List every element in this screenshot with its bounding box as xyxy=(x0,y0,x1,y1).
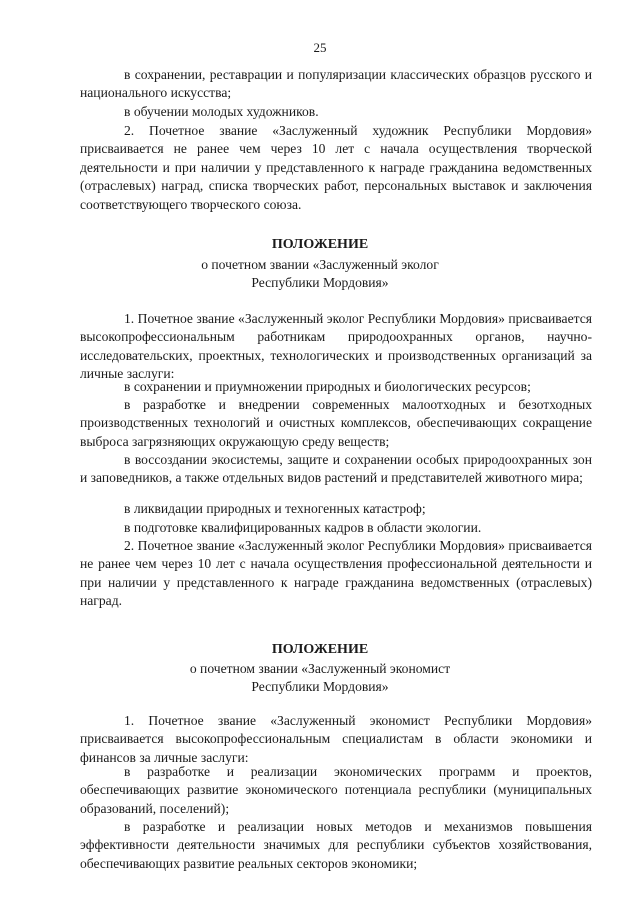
economist-paragraph-3: в разработке и реализации новых методов и механизмов повышения эффективности деятельности значимых для республики субъектов хозяйствования, обеспечивающих развитие реальных секторов экономики; xyxy=(80,819,592,871)
economist-paragraph-2: в разработке и реализации экономических программ и проектов, обеспечивающих развитие экономического потенциала республики (муниципальных образований, поселений); xyxy=(80,764,592,816)
intro-paragraph-1: в сохранении, реставрации и популяризации классических образцов русского и национального искусства; xyxy=(80,67,592,101)
ecologist-paragraph-4: в воссоздании экосистемы, защите и сохранении особых природоохранных зон и заповедников, а также отдельных видов растений и представителей животного мира; xyxy=(80,452,592,486)
ecologist-paragraph-5: в ликвидации природных и техногенных катастроф; xyxy=(124,501,426,516)
section-economist-subheading-2: Республики Мордовия» xyxy=(251,679,389,694)
intro-paragraph-3: 2. Почетное звание «Заслуженный художник Республики Мордовия» присваивается не ранее чем через 10 лет с начала осуществления творческой деятельности и при наличии у представленного к награде гражданина ведомственных (отраслевых) наград, списка творческих работ, персональных выставок и заключения соответствующего творческого союза. xyxy=(80,123,592,212)
section-ecologist-subheading-2: Республики Мордовия» xyxy=(251,275,389,290)
ecologist-paragraph-6: в подготовке квалифицированных кадров в области экологии. xyxy=(124,520,482,535)
ecologist-paragraph-1: 1. Почетное звание «Заслуженный эколог Республики Мордовия» присваивается высокопрофессиональным работникам природоохранных органов, научно-исследовательских, проектных, технологических и производственных организаций за личные заслуги: xyxy=(80,311,592,382)
ecologist-paragraph-7: 2. Почетное звание «Заслуженный эколог Республики Мордовия» присваивается не ранее чем через 10 лет с начала осуществления профессиональной деятельности и при наличии у представленного к награде гражданина ведомственных (отраслевых) наград. xyxy=(80,538,592,609)
section-economist-subheading-1: о почетном звании «Заслуженный экономист xyxy=(189,661,451,676)
section-economist-heading: ПОЛОЖЕНИЕ xyxy=(271,642,369,657)
intro-paragraph-2: в обучении молодых художников. xyxy=(124,104,319,119)
section-ecologist-heading: ПОЛОЖЕНИЕ xyxy=(271,237,369,252)
section-ecologist-subheading-1: о почетном звании «Заслуженный эколог xyxy=(201,257,439,272)
ecologist-paragraph-3: в разработке и внедрении современных малоотходных и безотходных производственных технологий и очистных комплексов, обеспечивающих сокращение выброса загрязняющих окружающую среду веществ; xyxy=(80,397,592,449)
page-number: 25 xyxy=(313,40,327,55)
ecologist-paragraph-2: в сохранении и приумножении природных и биологических ресурсов; xyxy=(124,379,531,394)
economist-paragraph-1: 1. Почетное звание «Заслуженный экономист Республики Мордовия» присваивается высокопрофессиональным специалистам в области экономики и финансов за личные заслуги: xyxy=(80,713,592,765)
